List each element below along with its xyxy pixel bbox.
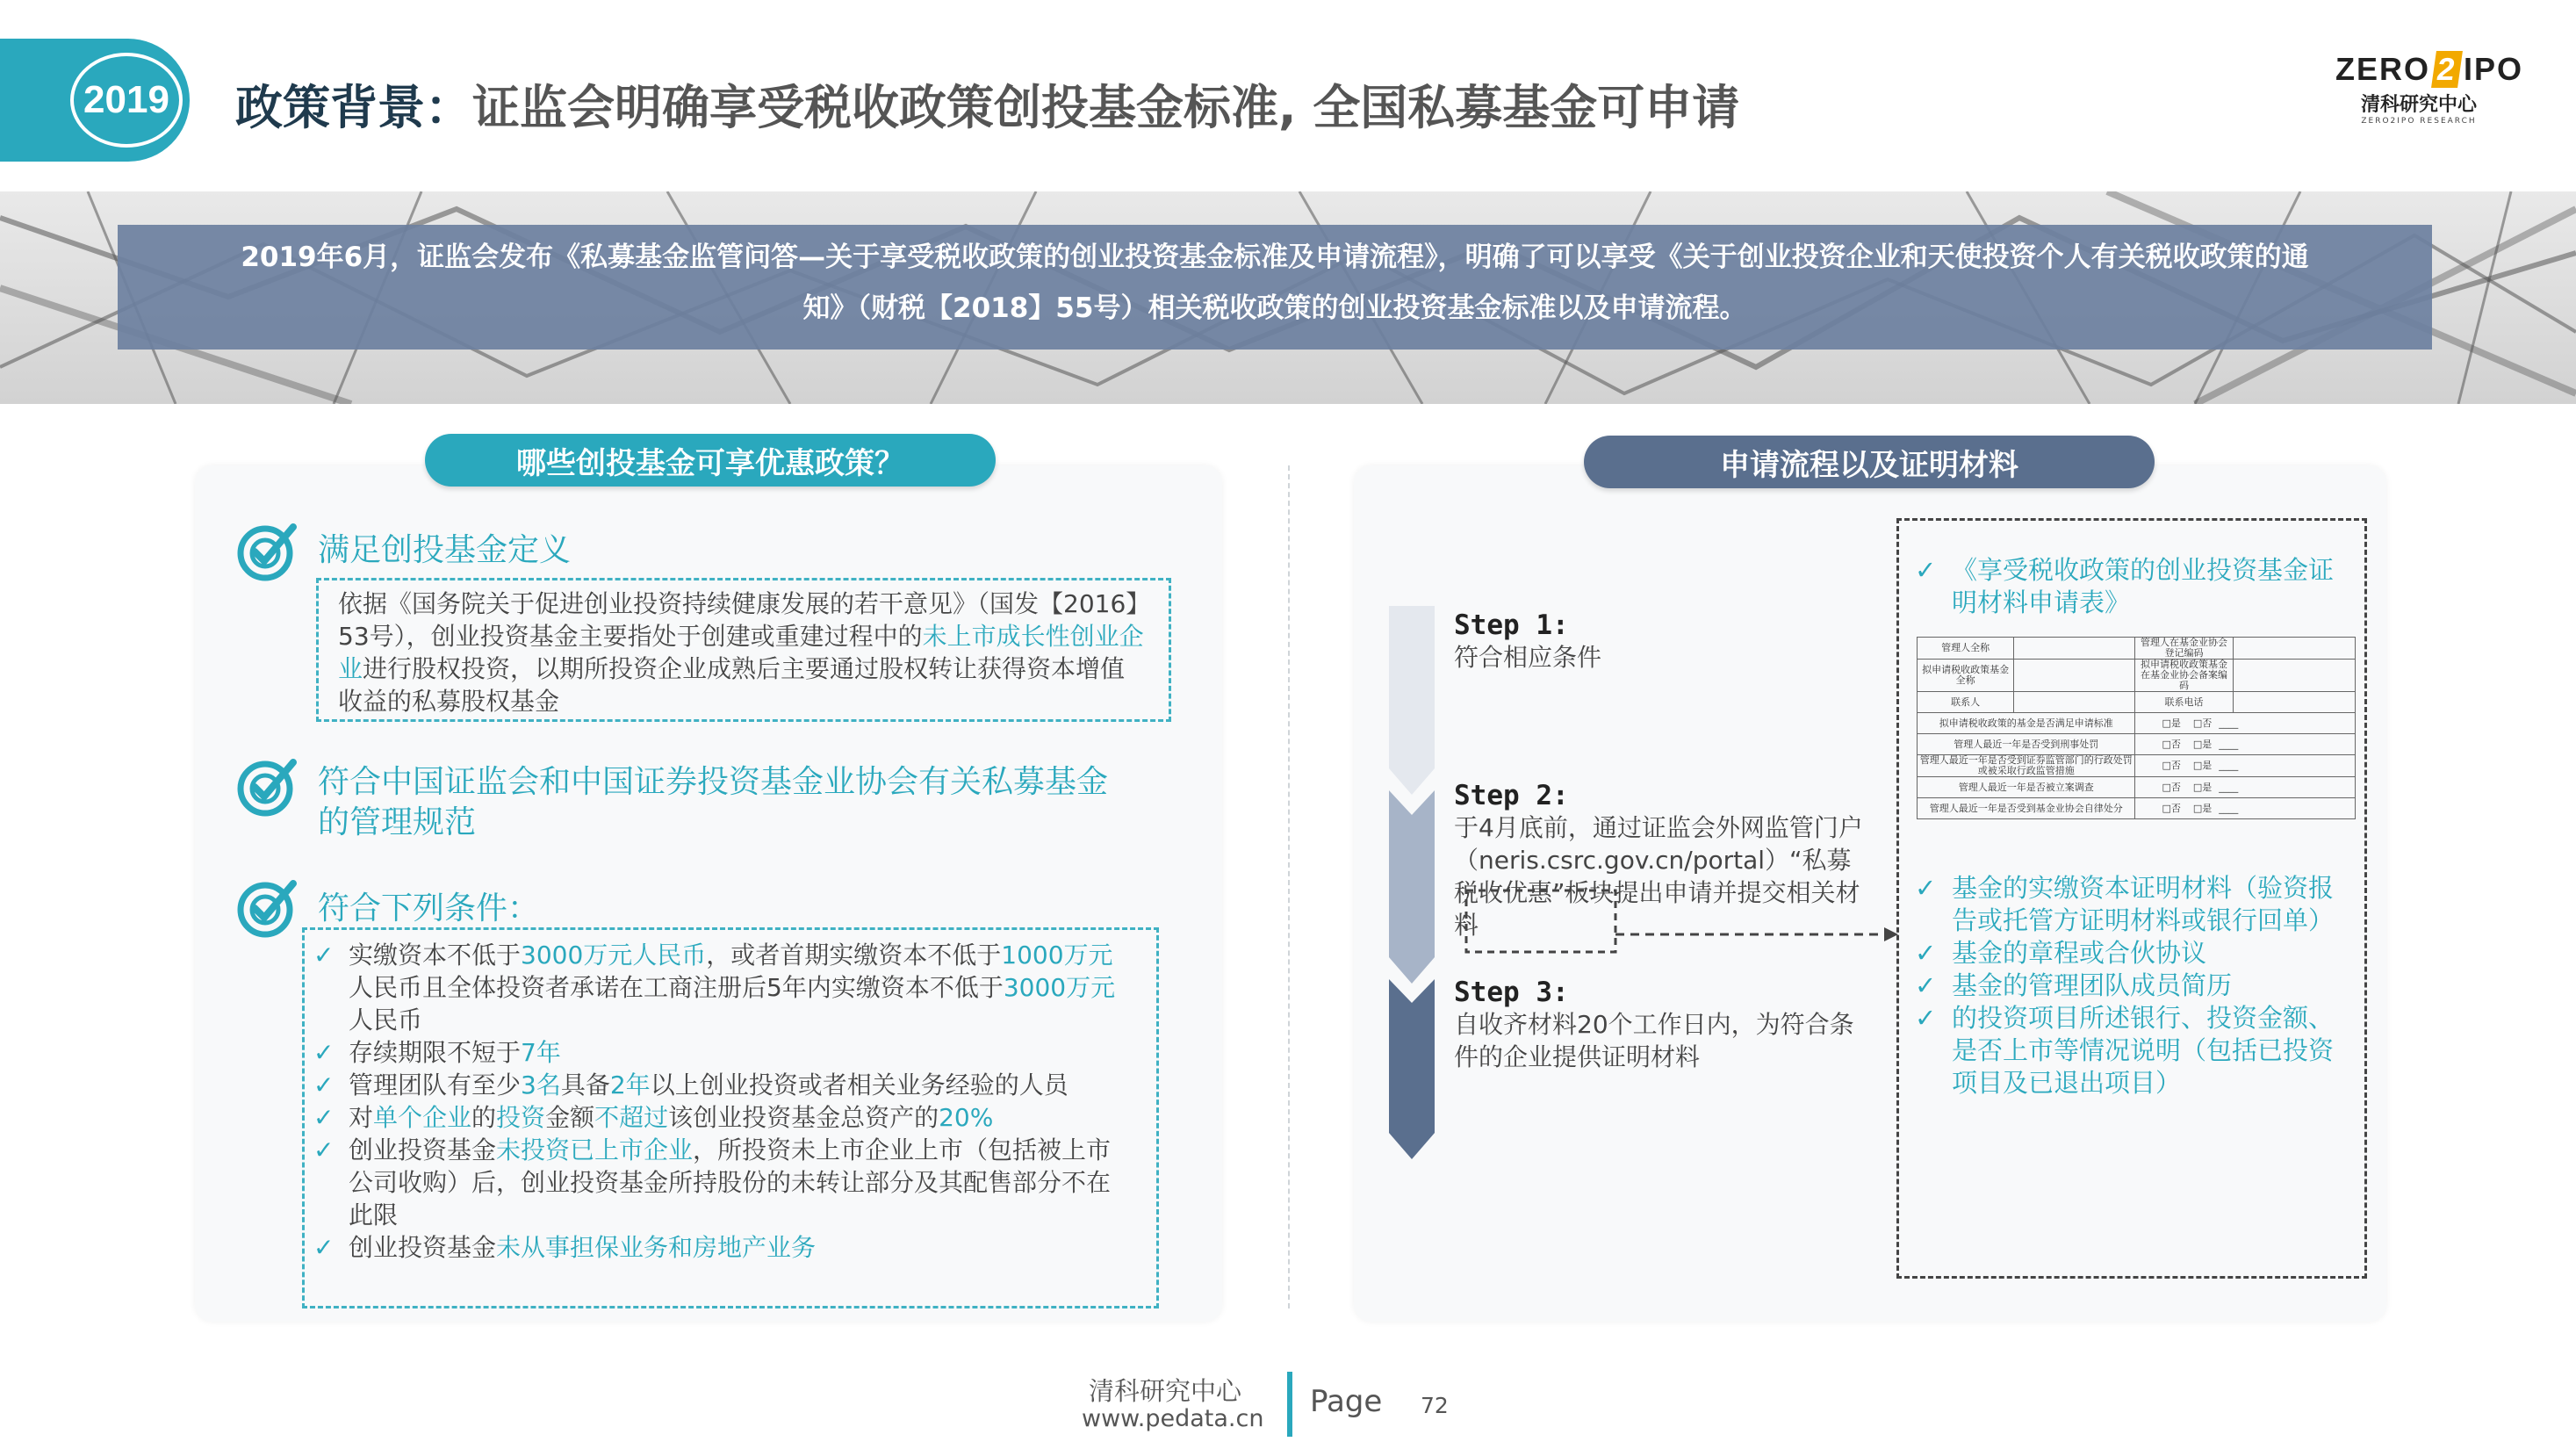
- logo-text-ipo: IPO: [2464, 51, 2524, 87]
- form-question: 管理人最近一年是否被立案调查: [1918, 777, 2135, 798]
- target-check-icon: [235, 753, 300, 818]
- highlight-text: 20%: [939, 1103, 994, 1132]
- form-option-no: □否: [2162, 738, 2181, 750]
- form-options: [2135, 755, 2356, 777]
- form-blank: ____: [2219, 717, 2239, 729]
- form-cell: [2014, 692, 2135, 713]
- highlight-text: 不超过: [594, 1103, 669, 1132]
- tick-icon: ✓: [1915, 970, 1937, 1000]
- form-cell: [2233, 638, 2355, 660]
- logo-text-2: 2: [2431, 51, 2463, 88]
- material-item: [1910, 872, 2356, 937]
- connector-arrow: [1464, 889, 1903, 959]
- form-cell: 拟申请税收政策基金在基金业协会备案编码: [2135, 660, 2233, 692]
- tick-icon: ✓: [313, 1233, 335, 1262]
- tick-icon: ✓: [1915, 938, 1937, 968]
- highlight-text: 单个企业: [373, 1103, 472, 1132]
- page-title-keyword: 政策背景：: [235, 80, 472, 135]
- step-3-title: Step 3:: [1454, 977, 1569, 1008]
- tick-icon: ✓: [313, 1103, 335, 1132]
- form-blank: ____: [2219, 802, 2239, 814]
- form-check-row: [1918, 777, 2356, 798]
- policy-summary-line2: 知》（财税【2018】55号）相关税收政策的创业投资基金标准以及申请流程。: [802, 292, 1747, 324]
- highlight-text: 未上市成长性创业企业: [338, 622, 1144, 683]
- condition-text: 具备: [560, 1071, 610, 1099]
- form-option-yes: □是: [2192, 760, 2213, 771]
- tick-icon: ✓: [313, 941, 335, 970]
- body-segment: 依据《国务院关于促进创业投资持续健康发展的若干意见》（国发【2016】53号），创业投资基金主要指处于创建或重建过程中的: [338, 589, 1139, 651]
- condition-text: 人民币: [349, 1006, 423, 1034]
- form-row: [1918, 638, 2356, 660]
- step3-arrow: [1389, 979, 1435, 1159]
- form-options: [2135, 798, 2356, 819]
- form-check-row: [1918, 798, 2356, 819]
- condition-item: [305, 1036, 1130, 1069]
- form-cell: 联系电话: [2135, 692, 2233, 713]
- condition-text: 对: [349, 1103, 374, 1132]
- material-text: 基金的实缴资本证明材料（验资报告或托管方证明材料或银行回单）: [1952, 873, 2335, 935]
- tick-icon: ✓: [313, 1071, 335, 1099]
- step-3: [1454, 977, 1867, 1073]
- footer-page-label: Page: [1310, 1384, 1383, 1419]
- form-option-yes: □是: [2192, 781, 2213, 793]
- footer-divider: [1287, 1372, 1292, 1437]
- condition-text: 创业投资基金: [349, 1233, 497, 1262]
- step-1: [1454, 609, 1867, 674]
- form-options: [2135, 777, 2356, 798]
- logo-subtitle: 清科研究中心: [2360, 94, 2477, 116]
- footer-url: www.pedata.cn: [1082, 1405, 1264, 1432]
- materials-box: [1896, 518, 2367, 1279]
- footer-org: 清科研究中心: [1089, 1376, 1242, 1406]
- target-check-icon: [235, 875, 300, 940]
- criterion-title-regulation-line1: 符合中国证监会和中国证券投资基金业协会有关私募基金: [318, 764, 1109, 800]
- conditions-list: [305, 939, 1130, 1264]
- highlight-text: 未投资已上市企业: [496, 1135, 694, 1164]
- criterion-title-regulation: [318, 762, 1108, 843]
- highlight-text: 3名: [521, 1071, 561, 1099]
- process-heading: 申请流程以及证明材料: [1584, 436, 2155, 488]
- form-cell: [2233, 692, 2355, 713]
- condition-item: [305, 1134, 1130, 1231]
- form-cell: [2233, 660, 2355, 692]
- criterion-title-conditions: 符合下列条件：: [318, 890, 540, 926]
- highlight-text: 3000万元人民币: [521, 941, 707, 970]
- form-title-list: [1910, 554, 2356, 619]
- tick-icon: ✓: [1915, 555, 1937, 585]
- form-option-yes: □是: [2192, 802, 2213, 814]
- definition-text: [338, 588, 1149, 717]
- logo-english: ZERO2IPO RESEARCH: [2361, 117, 2477, 126]
- step-arrows: [1389, 606, 1438, 1159]
- tick-icon: ✓: [1915, 1003, 1937, 1033]
- policy-summary-box: [118, 225, 2432, 350]
- body-segment: 进行股权投资，以期所投资企业成熟后主要通过股权转让获得资本增值收益的私募股权基金: [338, 654, 1126, 716]
- material-item: [1910, 1002, 2356, 1099]
- target-check-icon: [235, 518, 300, 583]
- form-option-no: □否: [2162, 802, 2181, 814]
- definition-box: [316, 578, 1171, 722]
- form-cell: 管理人在基金业协会登记编码: [2135, 638, 2233, 660]
- condition-text: 存续期限不短于: [349, 1038, 522, 1067]
- tick-icon: ✓: [313, 1135, 335, 1164]
- step-2-desc: 于4月底前，通过证监会外网监管门户（neris.csrc.gov.cn/portal）“私募税收优惠”板块提出申请并提交相关材料: [1454, 813, 1863, 940]
- criterion-title-regulation-line2: 的管理规范: [318, 804, 477, 840]
- form-question: 管理人最近一年是否受到基金业协会自律处分: [1918, 798, 2135, 819]
- page-title: [235, 70, 1739, 138]
- form-cell: 拟申请税收政策基金全称: [1918, 660, 2014, 692]
- condition-text: 管理团队有至少: [349, 1071, 522, 1099]
- panel-divider: [1288, 465, 1290, 1308]
- form-blank: ____: [2219, 760, 2239, 771]
- policy-summary-line1: 2019年6月，证监会发布《私募基金监管问答—关于享受税收政策的创业投资基金标准及申请流程》，明确了可以享受《关于创业投资企业和天使投资个人有关税收政策的通: [241, 242, 2309, 273]
- form-option-no: □否: [2162, 781, 2181, 793]
- form-check-row: [1918, 734, 2356, 755]
- materials-list: [1910, 872, 2356, 1099]
- form-question: 拟申请税收政策的基金是否满足申请标准: [1918, 713, 2135, 734]
- form-question: 管理人最近一年是否受到证券监管部门的行政处罚或被采取行政监管措施: [1918, 755, 2135, 777]
- form-option-no: □是: [2162, 717, 2181, 729]
- highlight-text: 2年: [609, 1071, 651, 1099]
- zero2ipo-logo: [2335, 51, 2537, 139]
- condition-text: 的: [471, 1103, 497, 1132]
- page-title-text: 证监会明确享受税收政策创投基金标准, 全国私募基金可申请: [472, 80, 1740, 135]
- condition-text: 该创业投资基金总资产的: [668, 1103, 939, 1132]
- application-form-preview: [1917, 637, 2356, 819]
- eligibility-heading: 哪些创投基金可享优惠政策？: [425, 434, 996, 487]
- form-blank: ____: [2219, 738, 2239, 750]
- condition-text: 以上创业投资或者相关业务经验的人员: [650, 1071, 1069, 1099]
- condition-item: [305, 1231, 1130, 1264]
- highlight-text: 1000万元: [1001, 941, 1113, 970]
- form-row: [1918, 692, 2356, 713]
- form-option-yes: □是: [2192, 738, 2213, 750]
- condition-text: 创业投资基金: [349, 1135, 497, 1164]
- step-1-title: Step 1:: [1454, 609, 1569, 641]
- step1-arrow: [1389, 606, 1435, 795]
- criterion-title-definition: 满足创投基金定义: [318, 532, 572, 568]
- condition-text: ，所投资未上市企业上市（包括被上市公司收购）后，创业投资基金所持股份的未转让部分及其配售部分不在此限: [349, 1135, 1112, 1229]
- form-cell: [2014, 660, 2135, 692]
- conditions-box: [302, 927, 1159, 1308]
- highlight-text: 未从事担保业务和房地产业务: [496, 1233, 817, 1262]
- material-item: [1910, 970, 2356, 1002]
- form-cell: 管理人全称: [1918, 638, 2014, 660]
- form-cell: 联系人: [1918, 692, 2014, 713]
- condition-item: [305, 939, 1130, 1036]
- form-check-row: [1918, 755, 2356, 777]
- condition-text: ，或者首期实缴资本不低于: [706, 941, 1002, 970]
- step-3-desc: 自收齐材料20个工作日内，为符合条件的企业提供证明材料: [1454, 1010, 1854, 1071]
- material-text: 的投资项目所述银行、投资金额、是否上市等情况说明（包括已投资项目及已退出项目）: [1952, 1003, 2335, 1098]
- step2-arrow: [1389, 790, 1435, 984]
- step-2-title: Step 2:: [1454, 780, 1569, 811]
- condition-item: [305, 1101, 1130, 1134]
- form-blank: ____: [2219, 781, 2239, 793]
- form-title-item: ✓ 《享受税收政策的创业投资基金证明材料申请表》: [1915, 555, 2335, 617]
- form-options: [2135, 713, 2356, 734]
- condition-item: [305, 1069, 1130, 1101]
- material-text: 基金的管理团队成员简历: [1952, 970, 2233, 1000]
- form-cell: [2014, 638, 2135, 660]
- year-badge: 2019: [70, 53, 183, 148]
- step-1-desc: 符合相应条件: [1454, 643, 1602, 672]
- condition-text: 金额: [545, 1103, 595, 1132]
- material-text: 基金的章程或合伙协议: [1952, 938, 2207, 968]
- form-row: [1918, 660, 2356, 692]
- tick-icon: ✓: [313, 1038, 335, 1067]
- footer-page-number: 72: [1421, 1393, 1449, 1418]
- condition-text: 实缴资本不低于: [349, 941, 522, 970]
- material-item: [1910, 937, 2356, 970]
- highlight-text: 3000万元: [1003, 973, 1116, 1002]
- logo-text-zero: ZERO: [2335, 51, 2431, 87]
- highlight-text: 7年: [521, 1038, 561, 1067]
- tick-icon: ✓: [1915, 873, 1937, 903]
- highlight-text: 投资: [496, 1103, 546, 1132]
- form-option-no: □否: [2162, 760, 2181, 771]
- form-question: 管理人最近一年是否受到刑事处罚: [1918, 734, 2135, 755]
- condition-text: 人民币且全体投资者承诺在工商注册后5年内实缴资本不低于: [349, 973, 1004, 1002]
- form-options: [2135, 734, 2356, 755]
- form-check-row: [1918, 713, 2356, 734]
- form-option-yes: □否: [2192, 717, 2213, 729]
